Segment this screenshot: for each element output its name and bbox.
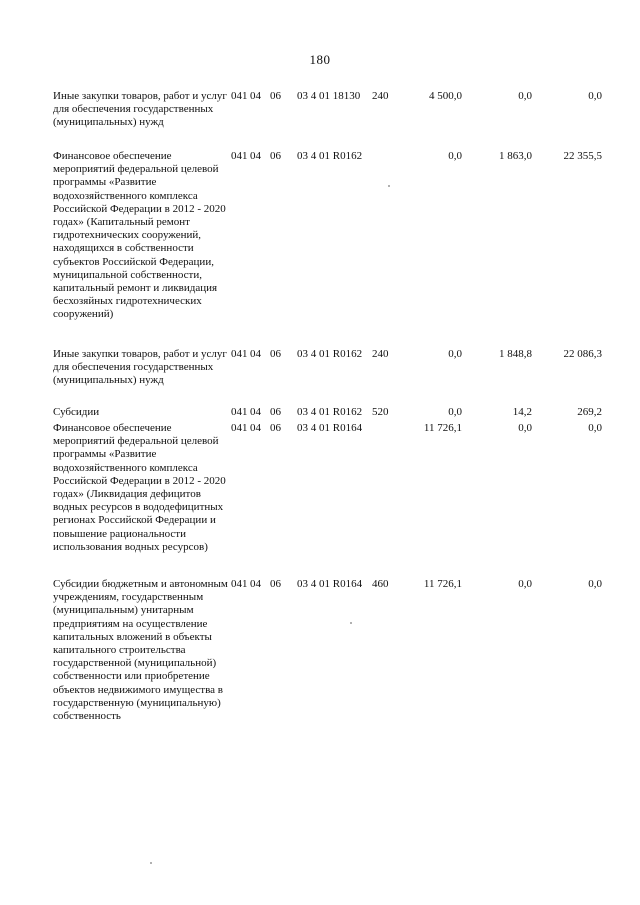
target-article-code: 03 4 01 R0162 [297, 348, 363, 360]
admin-code: 041 [231, 348, 248, 360]
expense-type-code: 460 [372, 578, 389, 590]
amount-year-3: 22 355,5 [563, 150, 602, 162]
row-name: Финансовое обеспечение мероприятий федеральной целевой программы «Развитие водохозяйственного комплекса Российской Федерации в 2012 - 2020 годах» (Ликвидация дефицитов водных ресурсов в вододефицитных регионах Российской Федерации и повышение рациональности использования водных ресурсов) [53, 422, 226, 553]
page-number: 180 [309, 52, 331, 67]
admin-code: 041 [231, 406, 248, 418]
section-code: 04 [250, 348, 261, 360]
subsection-code: 06 [270, 422, 281, 434]
scan-speck [150, 862, 152, 864]
admin-code: 041 [231, 90, 248, 102]
amount-year-2: 0,0 [518, 578, 532, 590]
section-code: 04 [250, 406, 261, 418]
amount-year-1: 0,0 [448, 348, 462, 360]
row-name: Субсидии [53, 406, 100, 418]
expense-type-code: 520 [372, 406, 389, 418]
amount-year-2: 1 863,0 [499, 150, 532, 162]
scan-speck [350, 622, 352, 624]
amount-year-2: 0,0 [518, 90, 532, 102]
amount-year-3: 0,0 [588, 90, 602, 102]
scan-speck [388, 185, 390, 187]
section-code: 04 [250, 578, 261, 590]
target-article-code: 03 4 01 R0162 [297, 406, 363, 418]
amount-year-1: 11 726,1 [423, 578, 462, 590]
expense-type-code: 240 [372, 90, 389, 102]
amount-year-1: 0,0 [448, 150, 462, 162]
amount-year-2: 0,0 [518, 422, 532, 434]
row-name: Иные закупки товаров, работ и услуг для обеспечения государственных (муниципальных) нужд [53, 90, 227, 129]
amount-year-3: 22 086,3 [563, 348, 602, 360]
admin-code: 041 [231, 150, 248, 162]
row-name: Иные закупки товаров, работ и услуг для обеспечения государственных (муниципальных) нужд [53, 348, 227, 387]
amount-year-3: 0,0 [588, 578, 602, 590]
amount-year-2: 1 848,8 [499, 348, 532, 360]
admin-code: 041 [231, 578, 248, 590]
row-name: Финансовое обеспечение мероприятий федеральной целевой программы «Развитие водохозяйственного комплекса Российской Федерации в 2012 - 2020 годах» (Капитальный ремонт гидротехнических сооружений, находящихся в собственности субъектов Российской Федерации, муниципальной собственности, капитальный ремонт и ликвидация бесхозяйных гидротехнических сооружений) [53, 150, 226, 321]
section-code: 04 [250, 90, 261, 102]
section-code: 04 [250, 150, 261, 162]
amount-year-1: 4 500,0 [429, 90, 462, 102]
amount-year-1: 0,0 [448, 406, 462, 418]
target-article-code: 03 4 01 R0162 [297, 150, 363, 162]
amount-year-3: 0,0 [588, 422, 602, 434]
subsection-code: 06 [270, 578, 281, 590]
section-code: 04 [250, 422, 261, 434]
amount-year-1: 11 726,1 [423, 422, 462, 434]
subsection-code: 06 [270, 406, 281, 418]
expense-type-code: 240 [372, 348, 389, 360]
target-article-code: 03 4 01 R0164 [297, 578, 363, 590]
row-name: Субсидии бюджетным и автономным учреждениям, государственным (муниципальным) унитарным предприятиям на осуществление капитальных вложений в объекты капитального строительства государственной (муниципальной) собственности или приобретение объектов недвижимого имущества в государственную (муниципальную) собственность [53, 578, 228, 723]
subsection-code: 06 [270, 348, 281, 360]
amount-year-3: 269,2 [577, 406, 602, 418]
subsection-code: 06 [270, 90, 281, 102]
subsection-code: 06 [270, 150, 281, 162]
target-article-code: 03 4 01 R0164 [297, 422, 363, 434]
target-article-code: 03 4 01 18130 [297, 90, 361, 102]
amount-year-2: 14,2 [512, 406, 532, 418]
admin-code: 041 [231, 422, 248, 434]
